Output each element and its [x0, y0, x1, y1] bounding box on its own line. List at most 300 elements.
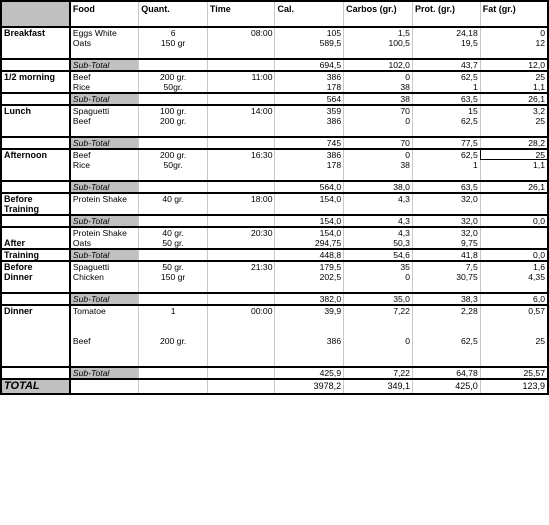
- cell-time[interactable]: [207, 82, 275, 93]
- cell-calories[interactable]: [275, 48, 344, 59]
- cell-protein[interactable]: 2,28: [412, 305, 480, 316]
- cell-quantity[interactable]: [139, 326, 208, 336]
- cell-carbs[interactable]: [344, 126, 413, 137]
- cell-protein[interactable]: 62,5: [412, 71, 480, 82]
- cell-carbs[interactable]: 54,6: [344, 249, 413, 261]
- cell-carbs[interactable]: 0: [344, 272, 413, 282]
- table-row: [1, 282, 548, 293]
- cell-meal[interactable]: [1, 82, 70, 93]
- table-row: [1, 105, 548, 116]
- cell-meal[interactable]: [1, 137, 70, 149]
- cell-fat[interactable]: 4,35: [480, 272, 548, 282]
- cell-carbs[interactable]: [344, 326, 413, 336]
- cell-calories[interactable]: 564,0: [275, 181, 344, 193]
- cell-time[interactable]: [207, 116, 275, 126]
- cell-fat[interactable]: 25: [480, 71, 548, 82]
- cell-carbs[interactable]: [344, 356, 413, 367]
- cell-time[interactable]: [207, 346, 275, 356]
- cell-protein[interactable]: 19,5: [412, 38, 480, 48]
- cell-calories[interactable]: [275, 170, 344, 181]
- cell-calories[interactable]: 179,5: [275, 261, 344, 272]
- cell-meal[interactable]: Training: [1, 249, 70, 261]
- cell-protein[interactable]: [412, 170, 480, 181]
- cell-meal[interactable]: [1, 346, 70, 356]
- cell-meal[interactable]: [1, 38, 70, 48]
- cell-time[interactable]: [207, 293, 275, 305]
- cell-carbs[interactable]: 1,5: [344, 27, 413, 38]
- cell-fat[interactable]: 0,0: [480, 249, 548, 261]
- cell-protein[interactable]: [412, 346, 480, 356]
- cell-protein[interactable]: [412, 126, 480, 137]
- cell-fat[interactable]: 0: [480, 27, 548, 38]
- cell-time[interactable]: [207, 336, 275, 346]
- cell-food[interactable]: [70, 356, 139, 367]
- cell-protein[interactable]: [412, 356, 480, 367]
- cell-fat[interactable]: 1,1: [480, 82, 548, 93]
- cell-fat[interactable]: [480, 356, 548, 367]
- table-row: [1, 82, 548, 93]
- cell-calories[interactable]: 39,9: [275, 305, 344, 316]
- cell-protein[interactable]: 62,5: [412, 116, 480, 126]
- cell-time[interactable]: [207, 249, 275, 261]
- cell-quantity[interactable]: [139, 316, 208, 326]
- cell-food[interactable]: Beef: [70, 336, 139, 346]
- cell-quantity[interactable]: 40 gr.: [139, 193, 208, 204]
- table-row: [1, 193, 548, 204]
- cell-protein[interactable]: 24,18: [412, 27, 480, 38]
- cell-food[interactable]: Protein Shake: [70, 227, 139, 238]
- column-header-time[interactable]: Time: [207, 1, 275, 27]
- cell-food[interactable]: Rice: [70, 160, 139, 170]
- cell-fat[interactable]: [480, 316, 548, 326]
- cell-carbs[interactable]: [344, 204, 413, 215]
- cell-protein[interactable]: 38,3: [412, 293, 480, 305]
- cell-meal[interactable]: [1, 160, 70, 170]
- cell-calories[interactable]: 178: [275, 82, 344, 93]
- cell-meal[interactable]: Breakfast: [1, 27, 70, 38]
- cell-quantity[interactable]: 200 gr.: [139, 149, 208, 160]
- cell-quantity[interactable]: [139, 170, 208, 181]
- cell-time[interactable]: 00:00: [207, 305, 275, 316]
- cell-protein[interactable]: 77,5: [412, 137, 480, 149]
- cell-quantity[interactable]: 40 gr.: [139, 227, 208, 238]
- cell-quantity[interactable]: 1: [139, 305, 208, 316]
- cell-quantity[interactable]: 150 gr: [139, 272, 208, 282]
- cell-meal[interactable]: [1, 48, 70, 59]
- table-row: [1, 346, 548, 356]
- cell-quantity[interactable]: [139, 126, 208, 137]
- cell-fat[interactable]: [480, 326, 548, 336]
- cell-calories[interactable]: 154,0: [275, 227, 344, 238]
- subtotal-row: [1, 59, 548, 71]
- cell-protein[interactable]: [412, 204, 480, 215]
- cell-meal[interactable]: Afternoon: [1, 149, 70, 160]
- cell-meal[interactable]: [1, 356, 70, 367]
- cell-protein[interactable]: [412, 282, 480, 293]
- cell-food[interactable]: Tomatoe: [70, 305, 139, 316]
- cell-meal[interactable]: [1, 336, 70, 346]
- cell-food[interactable]: Sub-Total: [70, 181, 139, 193]
- cell-calories[interactable]: [275, 126, 344, 137]
- cell-protein[interactable]: 62,5: [412, 149, 480, 160]
- cell-protein[interactable]: 43,7: [412, 59, 480, 71]
- cell-fat[interactable]: 28,2: [480, 137, 548, 149]
- cell-quantity[interactable]: 6: [139, 27, 208, 38]
- cell-calories[interactable]: 386: [275, 71, 344, 82]
- cell-quantity[interactable]: [139, 293, 208, 305]
- cell-food[interactable]: Beef: [70, 71, 139, 82]
- cell-quantity[interactable]: 50gr.: [139, 160, 208, 170]
- cell-food[interactable]: Sub-Total: [70, 293, 139, 305]
- cell-carbs[interactable]: 70: [344, 137, 413, 149]
- cell-carbs[interactable]: 70: [344, 105, 413, 116]
- table-row: [1, 204, 548, 215]
- cell-fat[interactable]: [480, 48, 548, 59]
- table-row: [1, 48, 548, 59]
- cell-time[interactable]: [207, 379, 275, 394]
- cell-quantity[interactable]: [139, 93, 208, 105]
- cell-quantity[interactable]: [139, 346, 208, 356]
- column-header-food[interactable]: Food: [70, 1, 139, 27]
- cell-time[interactable]: 14:00: [207, 105, 275, 116]
- cell-quantity[interactable]: [139, 379, 208, 394]
- cell-calories[interactable]: 694,5: [275, 59, 344, 71]
- cell-meal[interactable]: 1/2 morning: [1, 71, 70, 82]
- cell-protein[interactable]: 41,8: [412, 249, 480, 261]
- cell-meal[interactable]: [1, 170, 70, 181]
- cell-protein[interactable]: 425,0: [412, 379, 480, 394]
- cell-meal[interactable]: Training: [1, 204, 70, 215]
- cell-time[interactable]: [207, 38, 275, 48]
- cell-fat[interactable]: 26,1: [480, 93, 548, 105]
- cell-quantity[interactable]: [139, 367, 208, 379]
- cell-time[interactable]: 20:30: [207, 227, 275, 238]
- cell-fat[interactable]: 12,0: [480, 59, 548, 71]
- cell-time[interactable]: [207, 204, 275, 215]
- cell-meal[interactable]: Dinner: [1, 272, 70, 282]
- cell-time[interactable]: [207, 282, 275, 293]
- cell-meal[interactable]: [1, 215, 70, 227]
- column-header-calories[interactable]: Cal.: [275, 1, 344, 27]
- cell-calories[interactable]: 386: [275, 336, 344, 346]
- cell-calories[interactable]: [275, 326, 344, 336]
- cell-quantity[interactable]: 200 gr.: [139, 116, 208, 126]
- cell-carbs[interactable]: 100,5: [344, 38, 413, 48]
- cell-meal[interactable]: [1, 116, 70, 126]
- cell-food[interactable]: [70, 316, 139, 326]
- cell-fat[interactable]: [480, 227, 548, 238]
- cell-calories[interactable]: 105: [275, 27, 344, 38]
- subtotal-row: [1, 367, 548, 379]
- cell-meal[interactable]: [1, 126, 70, 137]
- cell-carbs[interactable]: 38: [344, 160, 413, 170]
- table-row: [1, 356, 548, 367]
- cell-protein[interactable]: 30,75: [412, 272, 480, 282]
- cell-calories[interactable]: 564: [275, 93, 344, 105]
- table-row: [1, 272, 548, 282]
- table-row: [1, 261, 548, 272]
- cell-carbs[interactable]: 0: [344, 336, 413, 346]
- cell-carbs[interactable]: 0: [344, 149, 413, 160]
- cell-fat[interactable]: 25,57: [480, 367, 548, 379]
- cell-food[interactable]: Rice: [70, 82, 139, 93]
- cell-fat[interactable]: 26,1: [480, 181, 548, 193]
- cell-fat[interactable]: [480, 282, 548, 293]
- table-row: [1, 160, 548, 170]
- cell-carbs[interactable]: [344, 282, 413, 293]
- table-row: [1, 116, 548, 126]
- cell-fat[interactable]: 3,2: [480, 105, 548, 116]
- cell-food[interactable]: [70, 204, 139, 215]
- cell-fat[interactable]: [480, 238, 548, 249]
- cell-carbs[interactable]: 0: [344, 71, 413, 82]
- cell-meal[interactable]: [1, 93, 70, 105]
- cell-fat[interactable]: 25: [480, 116, 548, 126]
- column-header-carbs[interactable]: Carbos (gr.): [344, 1, 413, 27]
- table-row: [1, 305, 548, 316]
- cell-carbs[interactable]: [344, 316, 413, 326]
- cell-carbs[interactable]: [344, 346, 413, 356]
- table-row: [1, 336, 548, 346]
- cell-quantity[interactable]: 100 gr.: [139, 105, 208, 116]
- cell-food[interactable]: [70, 126, 139, 137]
- cell-fat[interactable]: 0,0: [480, 215, 548, 227]
- cell-time[interactable]: [207, 170, 275, 181]
- cell-food[interactable]: Sub-Total: [70, 137, 139, 149]
- cell-meal[interactable]: TOTAL: [1, 379, 70, 394]
- cell-protein[interactable]: 32,0: [412, 215, 480, 227]
- table-row: [1, 238, 548, 249]
- cell-time[interactable]: [207, 160, 275, 170]
- cell-calories[interactable]: 386: [275, 149, 344, 160]
- table-row: [1, 227, 548, 238]
- cell-quantity[interactable]: [139, 181, 208, 193]
- cell-carbs[interactable]: 50,3: [344, 238, 413, 249]
- cell-meal[interactable]: [1, 59, 70, 71]
- cell-food[interactable]: Oats: [70, 238, 139, 249]
- cell-food[interactable]: Oats: [70, 38, 139, 48]
- cell-protein[interactable]: 32,0: [412, 193, 480, 204]
- cell-protein[interactable]: 32,0: [412, 227, 480, 238]
- cell-carbs[interactable]: 4,3: [344, 215, 413, 227]
- cell-carbs[interactable]: 38: [344, 93, 413, 105]
- cell-protein[interactable]: 9,75: [412, 238, 480, 249]
- cell-protein[interactable]: 15: [412, 105, 480, 116]
- cell-calories[interactable]: 3978,2: [275, 379, 344, 394]
- cell-food[interactable]: [70, 379, 139, 394]
- cell-food[interactable]: Eggs White: [70, 27, 139, 38]
- subtotal-row: [1, 137, 548, 149]
- cell-food[interactable]: Sub-Total: [70, 93, 139, 105]
- cell-time[interactable]: [207, 367, 275, 379]
- cell-food[interactable]: Spaguetti: [70, 261, 139, 272]
- cell-fat[interactable]: 25: [480, 149, 548, 160]
- cell-calories[interactable]: 386: [275, 116, 344, 126]
- cell-quantity[interactable]: 150 gr: [139, 38, 208, 48]
- cell-protein[interactable]: 63,5: [412, 181, 480, 193]
- column-header-meal[interactable]: [1, 1, 70, 27]
- cell-fat[interactable]: [480, 126, 548, 137]
- cell-protein[interactable]: 7,5: [412, 261, 480, 272]
- cell-fat[interactable]: [480, 346, 548, 356]
- cell-calories[interactable]: [275, 316, 344, 326]
- subtotal-row: [1, 215, 548, 227]
- cell-carbs[interactable]: 349,1: [344, 379, 413, 394]
- cell-time[interactable]: [207, 238, 275, 249]
- cell-calories[interactable]: 202,5: [275, 272, 344, 282]
- cell-quantity[interactable]: 50 gr.: [139, 261, 208, 272]
- cell-food[interactable]: Beef: [70, 116, 139, 126]
- cell-time[interactable]: [207, 215, 275, 227]
- cell-food[interactable]: Protein Shake: [70, 193, 139, 204]
- cell-calories[interactable]: 382,0: [275, 293, 344, 305]
- cell-fat[interactable]: [480, 204, 548, 215]
- cell-time[interactable]: 18:00: [207, 193, 275, 204]
- cell-time[interactable]: 21:30: [207, 261, 275, 272]
- cell-calories[interactable]: 745: [275, 137, 344, 149]
- cell-protein[interactable]: [412, 316, 480, 326]
- cell-meal[interactable]: [1, 293, 70, 305]
- cell-meal[interactable]: [1, 367, 70, 379]
- table-row: [1, 71, 548, 82]
- cell-fat[interactable]: 123,9: [480, 379, 548, 394]
- cell-time[interactable]: 11:00: [207, 71, 275, 82]
- cell-time[interactable]: [207, 181, 275, 193]
- cell-time[interactable]: [207, 316, 275, 326]
- cell-calories[interactable]: 294,75: [275, 238, 344, 249]
- subtotal-row: [1, 93, 548, 105]
- cell-protein[interactable]: 63,5: [412, 93, 480, 105]
- cell-protein[interactable]: 64,78: [412, 367, 480, 379]
- cell-meal[interactable]: [1, 326, 70, 336]
- cell-food[interactable]: Chicken: [70, 272, 139, 282]
- cell-fat[interactable]: 0,57: [480, 305, 548, 316]
- cell-calories[interactable]: 178: [275, 160, 344, 170]
- cell-quantity[interactable]: 200 gr.: [139, 71, 208, 82]
- cell-carbs[interactable]: 4,3: [344, 193, 413, 204]
- cell-calories[interactable]: [275, 282, 344, 293]
- cell-carbs[interactable]: [344, 170, 413, 181]
- cell-food[interactable]: [70, 170, 139, 181]
- cell-meal[interactable]: Before: [1, 261, 70, 272]
- cell-quantity[interactable]: 200 gr.: [139, 336, 208, 346]
- cell-quantity[interactable]: [139, 204, 208, 215]
- cell-quantity[interactable]: [139, 215, 208, 227]
- cell-quantity[interactable]: 50 gr.: [139, 238, 208, 249]
- table-row: [1, 316, 548, 326]
- cell-time[interactable]: [207, 137, 275, 149]
- header-row: [1, 1, 548, 27]
- cell-meal[interactable]: [1, 316, 70, 326]
- cell-meal[interactable]: Before: [1, 193, 70, 204]
- cell-meal[interactable]: Lunch: [1, 105, 70, 116]
- cell-protein[interactable]: 62,5: [412, 336, 480, 346]
- cell-carbs[interactable]: 35,0: [344, 293, 413, 305]
- cell-calories[interactable]: [275, 204, 344, 215]
- cell-carbs[interactable]: [344, 48, 413, 59]
- cell-time[interactable]: [207, 59, 275, 71]
- cell-food[interactable]: [70, 346, 139, 356]
- table-row: [1, 149, 548, 160]
- cell-meal[interactable]: [1, 181, 70, 193]
- cell-food[interactable]: [70, 48, 139, 59]
- cell-fat[interactable]: 25: [480, 336, 548, 346]
- cell-protein[interactable]: [412, 326, 480, 336]
- cell-meal[interactable]: After: [1, 238, 70, 249]
- cell-carbs[interactable]: 38: [344, 82, 413, 93]
- cell-calories[interactable]: 359: [275, 105, 344, 116]
- cell-fat[interactable]: [480, 170, 548, 181]
- cell-time[interactable]: 08:00: [207, 27, 275, 38]
- cell-food[interactable]: [70, 282, 139, 293]
- cell-protein[interactable]: [412, 48, 480, 59]
- cell-time[interactable]: [207, 93, 275, 105]
- cell-food[interactable]: Sub-Total: [70, 59, 139, 71]
- cell-protein[interactable]: 1: [412, 82, 480, 93]
- column-header-quantity[interactable]: Quant.: [139, 1, 208, 27]
- cell-carbs[interactable]: 7,22: [344, 367, 413, 379]
- cell-time[interactable]: [207, 356, 275, 367]
- cell-fat[interactable]: 1,6: [480, 261, 548, 272]
- cell-protein[interactable]: 1: [412, 160, 480, 170]
- cell-fat[interactable]: 12: [480, 38, 548, 48]
- cell-fat[interactable]: 1,1: [480, 160, 548, 170]
- cell-food[interactable]: [70, 326, 139, 336]
- cell-carbs[interactable]: 38,0: [344, 181, 413, 193]
- table-row: [1, 326, 548, 336]
- cell-carbs[interactable]: 102,0: [344, 59, 413, 71]
- subtotal-row: [1, 249, 548, 261]
- cell-time[interactable]: [207, 48, 275, 59]
- total-row: [1, 379, 548, 394]
- cell-calories[interactable]: 154,0: [275, 193, 344, 204]
- cell-meal[interactable]: [1, 227, 70, 238]
- cell-carbs[interactable]: 35: [344, 261, 413, 272]
- cell-carbs[interactable]: 4,3: [344, 227, 413, 238]
- column-header-protein[interactable]: Prot. (gr.): [412, 1, 480, 27]
- cell-quantity[interactable]: [139, 48, 208, 59]
- cell-food[interactable]: Sub-Total: [70, 215, 139, 227]
- cell-quantity[interactable]: 50gr.: [139, 82, 208, 93]
- cell-meal[interactable]: [1, 282, 70, 293]
- cell-quantity[interactable]: [139, 59, 208, 71]
- cell-calories[interactable]: 448,8: [275, 249, 344, 261]
- cell-quantity[interactable]: [139, 356, 208, 367]
- cell-calories[interactable]: [275, 346, 344, 356]
- cell-calories[interactable]: 154,0: [275, 215, 344, 227]
- cell-time[interactable]: [207, 326, 275, 336]
- cell-quantity[interactable]: [139, 249, 208, 261]
- cell-quantity[interactable]: [139, 282, 208, 293]
- cell-food[interactable]: Sub-Total: [70, 249, 139, 261]
- cell-time[interactable]: [207, 272, 275, 282]
- cell-calories[interactable]: 589,5: [275, 38, 344, 48]
- cell-fat[interactable]: [480, 193, 548, 204]
- cell-carbs[interactable]: 0: [344, 116, 413, 126]
- cell-meal[interactable]: Dinner: [1, 305, 70, 316]
- cell-fat[interactable]: 6,0: [480, 293, 548, 305]
- cell-food[interactable]: Sub-Total: [70, 367, 139, 379]
- cell-food[interactable]: Beef: [70, 149, 139, 160]
- cell-carbs[interactable]: 7,22: [344, 305, 413, 316]
- cell-time[interactable]: [207, 126, 275, 137]
- cell-calories[interactable]: [275, 356, 344, 367]
- cell-food[interactable]: Spaguetti: [70, 105, 139, 116]
- cell-calories[interactable]: 425,9: [275, 367, 344, 379]
- cell-time[interactable]: 16:30: [207, 149, 275, 160]
- cell-quantity[interactable]: [139, 137, 208, 149]
- column-header-fat[interactable]: Fat (gr.): [480, 1, 548, 27]
